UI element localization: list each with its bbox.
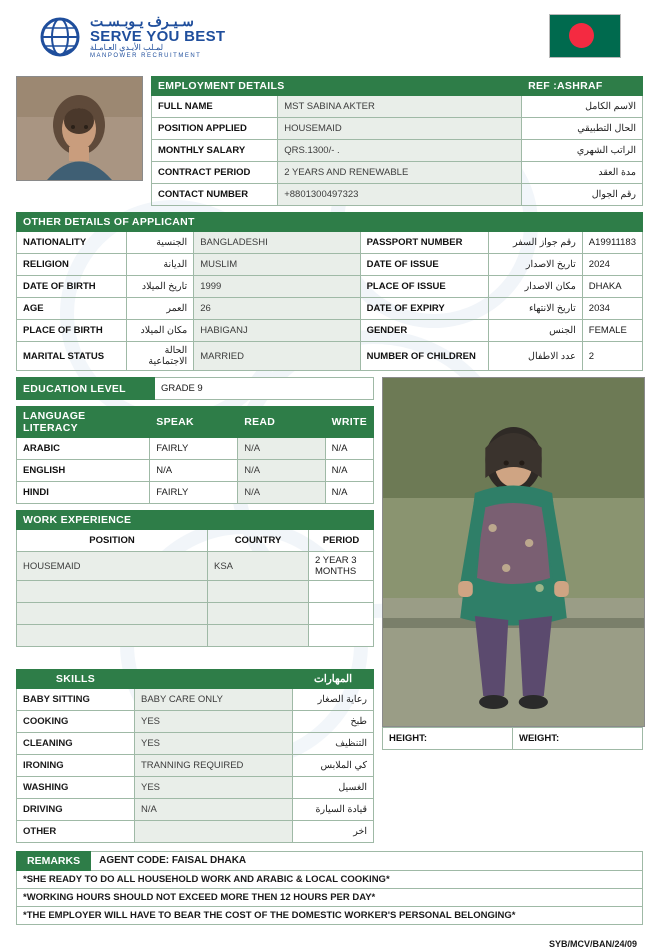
row-value: HABIGANJ [194,320,360,342]
work-header-position: POSITION [17,530,208,552]
row-arabic: رقم الجوال [522,184,643,206]
work-period [309,603,374,625]
education-section-title: EDUCATION LEVEL [17,378,155,400]
work-experience-table [16,510,374,647]
employment-ref: REF :ASHRAF [522,77,643,96]
language-speak: N/A [150,460,238,482]
row-value: MARRIED [194,342,360,371]
table-row [152,162,643,184]
row-arabic: الجنس [488,320,582,342]
row-label: DATE OF ISSUE [360,254,488,276]
row-value: QRS.1300/- . [278,140,522,162]
skills-section-title-arabic: المهارات [293,670,374,689]
table-row [17,298,643,320]
work-position: HOUSEMAID [17,552,208,581]
row-arabic: رقم جواز السفر [488,232,582,254]
row-label: PASSPORT NUMBER [360,232,488,254]
row-label: FULL NAME [152,96,278,118]
skill-name: DRIVING [17,799,135,821]
language-header-speak: SPEAK [150,407,238,438]
agent-code: AGENT CODE: FAISAL DHAKA [91,851,643,871]
work-position [17,581,208,603]
applicant-summary [16,76,643,206]
work-section-title: WORK EXPERIENCE [17,511,208,530]
table-row [17,438,374,460]
table-row [152,96,643,118]
table-row [17,460,374,482]
document-header [16,14,643,72]
skill-name: IRONING [17,755,135,777]
table-row [17,320,643,342]
row-value: 2 YEARS AND RENEWABLE [278,162,522,184]
row-label: RELIGION [17,254,127,276]
work-header-period: PERIOD [309,530,374,552]
skill-value: N/A [135,799,293,821]
language-read: N/A [238,482,325,504]
brand-arabic-subtitle: لمـلب الأيـدي العـامـلة [90,43,164,53]
work-header-country: COUNTRY [208,530,309,552]
row-arabic: العمر [127,298,194,320]
row-value: A19911183 [582,232,642,254]
table-row [17,232,643,254]
skill-value: YES [135,777,293,799]
measurements-table [382,727,643,750]
row-arabic: مكان الاصدار [488,276,582,298]
skill-arabic: الغسيل [293,777,374,799]
row-label: PLACE OF BIRTH [17,320,127,342]
row-arabic: الحال التطبيقي [522,118,643,140]
work-position [17,603,208,625]
skill-name: WASHING [17,777,135,799]
row-arabic: مكان الميلاد [127,320,194,342]
row-value: MUSLIM [194,254,360,276]
skill-arabic: طبخ [293,711,374,733]
row-value: 2034 [582,298,642,320]
other-details-section-title: OTHER DETAILS OF APPLICANT [17,213,643,232]
table-row [17,711,374,733]
table-row [17,254,643,276]
language-name: ENGLISH [17,460,150,482]
table-row [17,342,643,371]
skill-value: YES [135,711,293,733]
remarks-section [16,851,643,925]
skill-value: BABY CARE ONLY [135,689,293,711]
language-speak: FAIRLY [150,438,238,460]
skill-arabic: قيادة السيارة [293,799,374,821]
language-name: HINDI [17,482,150,504]
table-row [17,625,374,647]
table-row [17,552,374,581]
work-country: KSA [208,552,309,581]
row-arabic: مدة العقد [522,162,643,184]
row-value: 1999 [194,276,360,298]
skill-arabic: كي الملابس [293,755,374,777]
skill-name: COOKING [17,711,135,733]
row-value: MST SABINA AKTER [278,96,522,118]
skill-value [135,821,293,843]
language-read: N/A [238,438,325,460]
skill-name: OTHER [17,821,135,843]
row-label: AGE [17,298,127,320]
skill-name: BABY SITTING [17,689,135,711]
row-arabic: الحالة الاجتماعية [127,342,194,371]
table-row [17,799,374,821]
bangladesh-flag-icon [549,14,621,58]
table-row [17,821,374,843]
work-country [208,625,309,647]
other-details-table [16,212,643,371]
language-header-write: WRITE [325,407,373,438]
language-header-language: LANGUAGE LITERACY [17,407,150,438]
row-value: HOUSEMAID [278,118,522,140]
applicant-portrait-photo [16,76,143,181]
language-read: N/A [238,460,325,482]
row-value: BANGLADESHI [194,232,360,254]
row-label: MARITAL STATUS [17,342,127,371]
education-table [16,377,374,400]
row-arabic: الاسم الكامل [522,96,643,118]
work-period: 2 YEAR 3 MONTHS [309,552,374,581]
row-label: NATIONALITY [17,232,127,254]
table-row [152,118,643,140]
table-row [17,755,374,777]
work-period [309,581,374,603]
table-row [17,482,374,504]
employment-section-title: EMPLOYMENT DETAILS [152,77,522,96]
row-label: CONTRACT PERIOD [152,162,278,184]
language-literacy-table [16,406,374,504]
skill-value: TRANNING REQUIRED [135,755,293,777]
language-speak: FAIRLY [150,482,238,504]
globe-icon [38,15,82,59]
language-write: N/A [325,460,373,482]
brand-english-title: SERVE YOU BEST [90,27,226,45]
row-label: POSITION APPLIED [152,118,278,140]
table-row [17,276,643,298]
row-value: 2 [582,342,642,371]
language-name: ARABIC [17,438,150,460]
row-arabic: الجنسية [127,232,194,254]
table-row [17,777,374,799]
language-write: N/A [325,482,373,504]
work-country [208,603,309,625]
skill-name: CLEANING [17,733,135,755]
row-value: DHAKA [582,276,642,298]
brand-arabic-title: سـيـرف يـوبـسـت [90,13,194,29]
skill-arabic: التنظيف [293,733,374,755]
work-country [208,581,309,603]
remark-line: *SHE READY TO DO ALL HOUSEHOLD WORK AND ARABIC & LOCAL COOKING* [16,871,643,889]
education-value: GRADE 9 [155,378,374,400]
table-row [17,733,374,755]
table-row [17,581,374,603]
row-arabic: عدد الاطفال [488,342,582,371]
remark-line: *THE EMPLOYER WILL HAVE TO BEAR THE COST OF THE DOMESTIC WORKER'S PERSONAL BELONGING* [16,907,643,925]
row-label: DATE OF BIRTH [17,276,127,298]
height-label: HEIGHT: [383,728,513,750]
weight-label: WEIGHT: [513,728,643,750]
language-write: N/A [325,438,373,460]
skill-arabic: رعاية الصغار [293,689,374,711]
row-label: GENDER [360,320,488,342]
table-row [17,689,374,711]
document-code: SYB/MCV/BAN/24/09 [548,939,637,949]
row-label: NUMBER OF CHILDREN [360,342,488,371]
table-row [152,140,643,162]
skills-section-title: SKILLS [17,670,135,689]
table-row [17,603,374,625]
row-label: DATE OF EXPIRY [360,298,488,320]
row-arabic: تاريخ الانتهاء [488,298,582,320]
row-value: 26 [194,298,360,320]
row-value: +8801300497323 [278,184,522,206]
row-value: FEMALE [582,320,642,342]
row-arabic: تاريخ الميلاد [127,276,194,298]
row-label: PLACE OF ISSUE [360,276,488,298]
row-label: MONTHLY SALARY [152,140,278,162]
skill-arabic: اخر [293,821,374,843]
brand-english-subtitle: MANPOWER RECRUITMENT [90,52,202,59]
skill-value: YES [135,733,293,755]
work-period [309,625,374,647]
remark-line: *WORKING HOURS SHOULD NOT EXCEED MORE THEN 12 HOURS PER DAY* [16,889,643,907]
language-header-read: READ [238,407,325,438]
skills-table [16,669,374,843]
applicant-fullbody-photo [382,377,645,727]
company-brand [16,14,225,59]
row-arabic: الراتب الشهري [522,140,643,162]
employment-details-table [151,76,643,206]
work-position [17,625,208,647]
row-arabic: الديانة [127,254,194,276]
remarks-label: REMARKS [16,851,91,871]
row-arabic: تاريخ الاصدار [488,254,582,276]
row-label: CONTACT NUMBER [152,184,278,206]
table-row [152,184,643,206]
row-value: 2024 [582,254,642,276]
